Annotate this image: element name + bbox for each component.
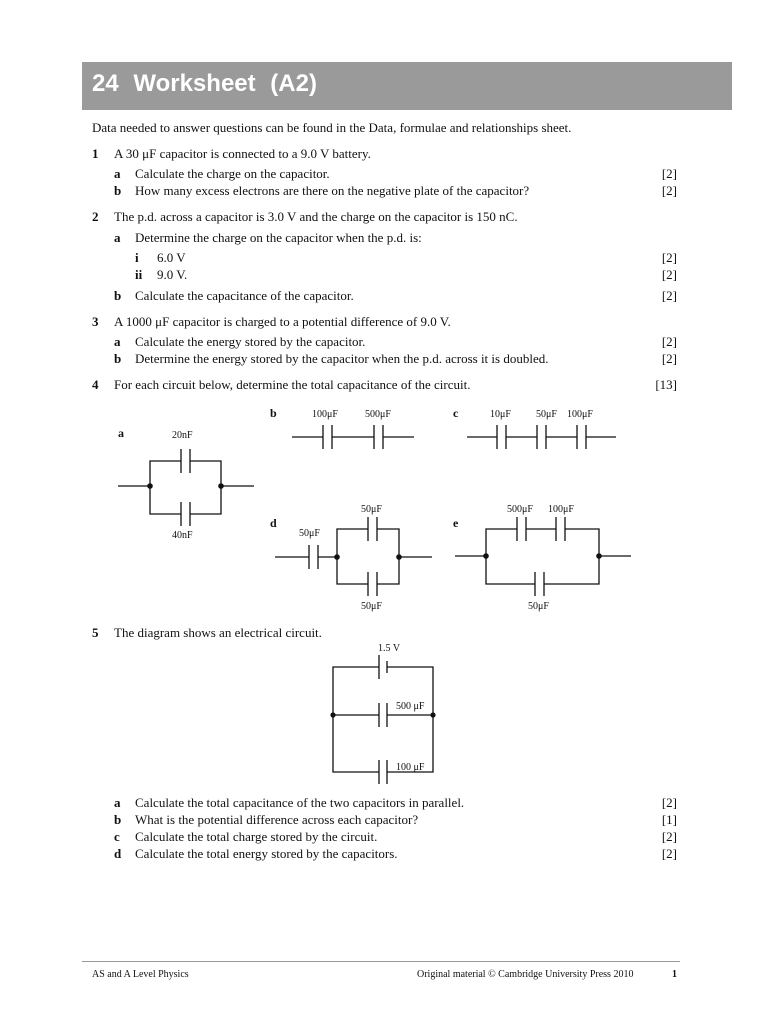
circuit-e-label: e xyxy=(453,516,459,530)
q1b-text: How many excess electrons are there on the negative plate of the capacitor? xyxy=(135,183,530,198)
q2aii-label: ii xyxy=(135,267,143,282)
circuit-b-c1-value: 100μF xyxy=(312,409,338,420)
circuit-c-c1-value: 10μF xyxy=(490,409,511,420)
q4-marks: [13] xyxy=(655,377,677,392)
q2aii-marks: [2] xyxy=(661,267,677,282)
q5-battery-value: 1.5 V xyxy=(378,643,401,654)
q5c-text: Calculate the total charge stored by the circuit. xyxy=(135,829,378,844)
q5b-text: What is the potential difference across each capacitor? xyxy=(135,812,419,827)
circuit-c-label: c xyxy=(453,406,459,420)
q5b-label: b xyxy=(114,812,122,827)
page-title: 24 Worksheet (A2) xyxy=(92,70,317,97)
circuit-a xyxy=(118,426,254,541)
circuit-b-label: b xyxy=(270,406,277,420)
q5d-text: Calculate the total energy stored by the capacitors. xyxy=(135,846,398,861)
q2ai-text: 6.0 V xyxy=(157,250,186,265)
q5-cap2-value: 100 μF xyxy=(396,762,425,773)
q5-circuit xyxy=(330,643,435,784)
intro-text: Data needed to answer questions can be found in the Data, formulae and relationships sheet. xyxy=(92,120,572,135)
q2a-label: a xyxy=(114,230,121,245)
q5-number: 5 xyxy=(92,625,99,640)
circuit-b xyxy=(270,406,414,449)
q4-text: For each circuit below, determine the total capacitance of the circuit. xyxy=(114,377,471,392)
circuit-a-top-value: 20nF xyxy=(172,430,193,441)
circuit-e-top1-value: 500μF xyxy=(507,504,533,515)
q4-number: 4 xyxy=(92,377,99,392)
q5c-label: c xyxy=(114,829,120,844)
q3b-marks: [2] xyxy=(661,351,677,366)
q2ai-label: i xyxy=(135,250,139,265)
q1a-text: Calculate the charge on the capacitor. xyxy=(135,166,330,181)
q2-number: 2 xyxy=(92,209,99,224)
q2ai-marks: [2] xyxy=(661,250,677,265)
q1b-marks: [2] xyxy=(661,183,677,198)
circuit-a-bottom-value: 40nF xyxy=(172,530,193,541)
q1-text: A 30 μF capacitor is connected to a 9.0 V battery. xyxy=(114,146,371,161)
circuit-d xyxy=(270,504,432,612)
q1a-label: a xyxy=(114,166,121,181)
footer-rule xyxy=(82,961,680,962)
q2-text: The p.d. across a capacitor is 3.0 V and the charge on the capacitor is 150 nC. xyxy=(114,209,518,224)
q1-number: 1 xyxy=(92,146,99,161)
q2aii-text: 9.0 V. xyxy=(157,267,188,282)
q3b-text: Determine the energy stored by the capacitor when the p.d. across it is doubled. xyxy=(135,351,549,366)
q5d-label: d xyxy=(114,846,122,861)
circuit-d-label: d xyxy=(270,516,277,530)
page-number: 1 xyxy=(672,969,677,980)
circuit-e-bottom-value: 50μF xyxy=(528,601,549,612)
q3a-marks: [2] xyxy=(661,334,677,349)
circuit-d-series-value: 50μF xyxy=(299,528,320,539)
q1b-label: b xyxy=(114,183,122,198)
circuit-c xyxy=(453,406,616,449)
q2b-marks: [2] xyxy=(661,288,677,303)
q3b-label: b xyxy=(114,351,122,366)
footer-copyright: Original material © Cambridge University Press 2010 xyxy=(417,969,634,980)
q2a-text: Determine the charge on the capacitor when the p.d. is: xyxy=(135,230,422,245)
circuit-d-bottom-value: 50μF xyxy=(361,601,382,612)
q3a-label: a xyxy=(114,334,121,349)
q5b-marks: [1] xyxy=(661,812,677,827)
q5a-marks: [2] xyxy=(661,795,677,810)
q3a-text: Calculate the energy stored by the capacitor. xyxy=(135,334,366,349)
footer-left: AS and A Level Physics xyxy=(92,969,189,980)
circuit-d-top-value: 50μF xyxy=(361,504,382,515)
circuit-a-label: a xyxy=(118,426,124,440)
circuit-e xyxy=(453,504,631,612)
q2b-label: b xyxy=(114,288,122,303)
q5a-text: Calculate the total capacitance of the two capacitors in parallel. xyxy=(135,795,465,810)
circuit-c-c3-value: 100μF xyxy=(567,409,593,420)
q3-number: 3 xyxy=(92,314,99,329)
q5c-marks: [2] xyxy=(661,829,677,844)
q5-cap1-value: 500 μF xyxy=(396,701,425,712)
circuit-e-top2-value: 100μF xyxy=(548,504,574,515)
q5a-label: a xyxy=(114,795,121,810)
circuit-b-c2-value: 500μF xyxy=(365,409,391,420)
q2b-text: Calculate the capacitance of the capacitor. xyxy=(135,288,354,303)
q3-text: A 1000 μF capacitor is charged to a potential difference of 9.0 V. xyxy=(114,314,451,329)
q5d-marks: [2] xyxy=(661,846,677,861)
q5-text: The diagram shows an electrical circuit. xyxy=(114,625,322,640)
circuit-c-c2-value: 50μF xyxy=(536,409,557,420)
q1a-marks: [2] xyxy=(661,166,677,181)
